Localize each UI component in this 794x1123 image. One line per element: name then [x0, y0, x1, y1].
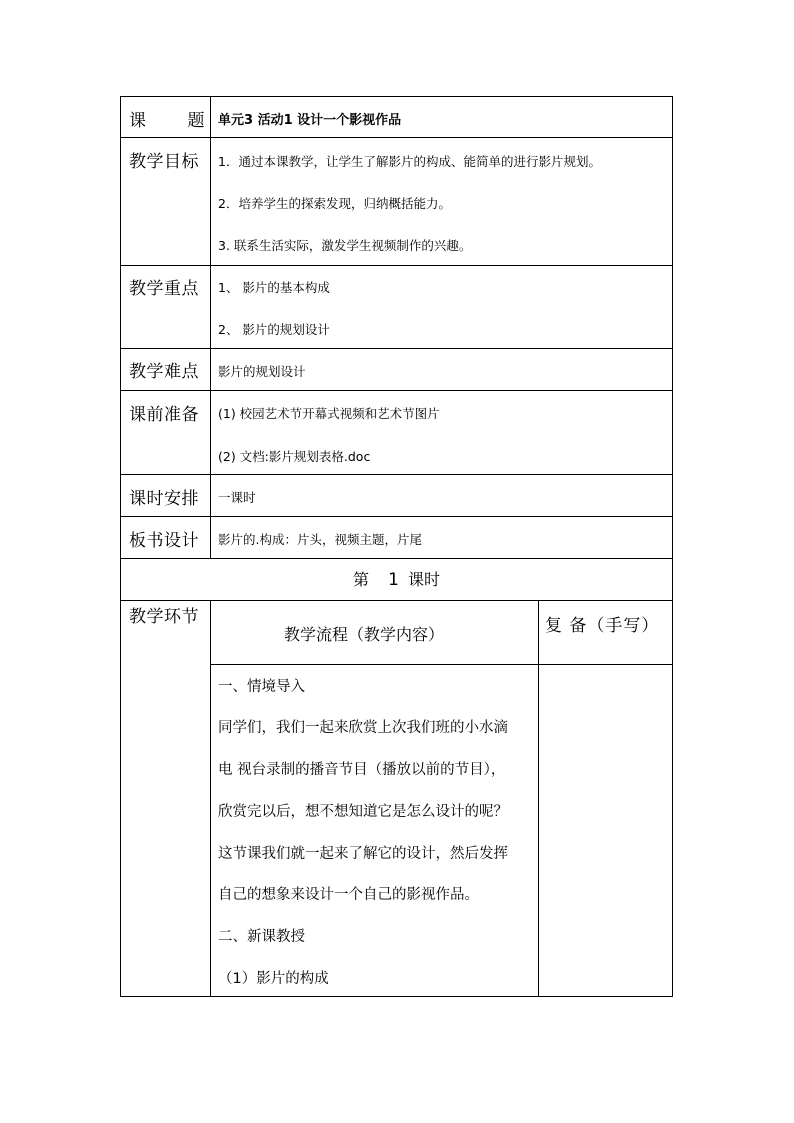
goals-label: 教学目标: [129, 152, 199, 172]
lesson-heading-suffix: 课时: [408, 570, 441, 589]
content-line: 欣赏完以后，想不想知道它是怎么设计的呢？: [218, 804, 508, 820]
column-header-stage: 教学环节: [129, 607, 199, 627]
column-header-notes: 复 备（手写）: [545, 616, 660, 636]
content-line: 一、情境导入: [218, 679, 305, 695]
row-divider: [121, 137, 672, 138]
schedule-content: 一课时: [218, 490, 256, 505]
keypoint-item: 1、 影片的基本构成: [218, 280, 330, 295]
difficulty-content: 影片的规划设计: [218, 364, 306, 379]
lesson-plan-table: [120, 96, 673, 997]
content-line: 二、新课教授: [218, 929, 305, 945]
row-divider: [121, 348, 672, 349]
content-line: 电 视台录制的播音节目（播放以前的节目），: [218, 762, 506, 778]
row-divider: [121, 516, 672, 517]
difficulty-label: 教学难点: [129, 362, 199, 382]
row-divider: [121, 265, 672, 266]
goal-item: 3. 联系生活实际，激发学生视频制作的兴趣。: [218, 238, 472, 253]
row-divider: [121, 558, 672, 559]
keypoints-label: 教学重点: [129, 279, 199, 299]
lesson-heading: [121, 567, 672, 590]
column-divider: [210, 97, 211, 558]
row-divider: [210, 664, 672, 665]
goal-item: 2．培养学生的探索发现，归纳概括能力。: [218, 196, 451, 211]
preparation-item: (2) 文档:影片规划表格.doc: [218, 449, 371, 464]
column-divider: [538, 600, 539, 996]
row-divider: [121, 390, 672, 391]
preparation-label: 课前准备: [129, 405, 199, 425]
board-label: 板书设计: [129, 531, 199, 551]
topic-label-char-2: 题: [187, 111, 205, 131]
topic-label: [129, 106, 205, 131]
preparation-item: (1) 校园艺术节开幕式视频和艺术节图片: [218, 406, 440, 421]
schedule-label: 课时安排: [129, 489, 199, 509]
row-divider: [121, 474, 672, 475]
lesson-number: 1: [388, 570, 399, 590]
row-divider: [121, 600, 672, 601]
content-line: 自己的想象来设计一个自己的影视作品。: [218, 887, 479, 903]
content-line: （1）影片的构成: [218, 971, 329, 987]
column-header-process: 教学流程（教学内容）: [284, 625, 445, 644]
board-content: 影片的.构成：片头，视频主题，片尾: [218, 532, 422, 547]
lesson-heading-prefix: 第: [352, 570, 369, 589]
content-line: 同学们，我们一起来欣赏上次我们班的小水滴: [218, 720, 508, 736]
topic-title: 单元3 活动1 设计一个影视作品: [218, 113, 402, 128]
goal-item: 1．通过本课教学，让学生了解影片的构成、能简单的进行影片规划。: [218, 154, 601, 169]
content-line: 这节课我们就一起来了解它的设计，然后发挥: [218, 846, 508, 862]
column-divider: [210, 600, 211, 996]
topic-label-char-1: 课: [129, 111, 147, 131]
keypoint-item: 2、 影片的规划设计: [218, 322, 330, 337]
